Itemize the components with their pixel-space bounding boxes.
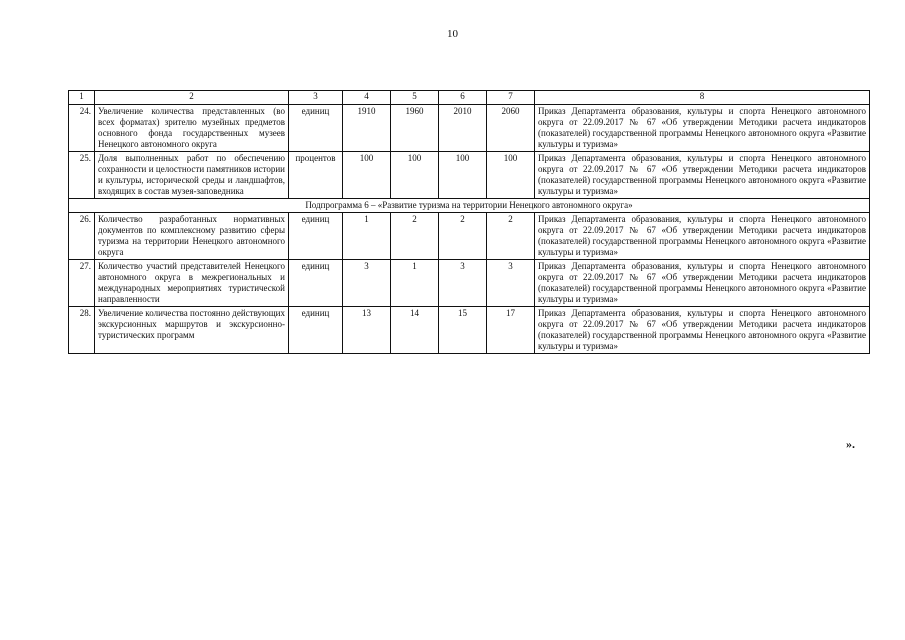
source-document: Приказ Департамента образования, культуры и спорта Ненецкого автономного округа от 22.09.2017 № 67 «Об утверждении Методики расчета индикаторов (показателей) государственной программы Ненецкого автономного округа «Развитие культуры и туризма» [535,260,870,307]
row-number: 27. [69,260,95,307]
indicator-name: Увеличение количества представленных (во всех форматах) зрителю музейных предметов основного фонда государственных музеев Ненецкого автономного округа [95,105,289,152]
header-cell: 8 [535,91,870,105]
value-col7: 2060 [487,105,535,152]
header-cell: 3 [289,91,343,105]
value-col4: 1 [343,213,391,260]
value-col7: 17 [487,307,535,354]
value-col6: 2 [439,213,487,260]
header-cell: 4 [343,91,391,105]
value-col6: 3 [439,260,487,307]
value-col5: 1960 [391,105,439,152]
value-col4: 100 [343,152,391,199]
table-row [69,105,870,152]
indicator-name: Количество разработанных нормативных документов по комплексному развитию сферы туризма на территории Ненецкого автономного округа [95,213,289,260]
table-row [69,260,870,307]
value-col5: 2 [391,213,439,260]
source-document: Приказ Департамента образования, культуры и спорта Ненецкого автономного округа от 22.09.2017 № 67 «Об утверждении Методики расчета индикаторов (показателей) государственной программы Ненецкого автономного округа «Развитие культуры и туризма» [535,152,870,199]
value-col5: 1 [391,260,439,307]
value-col7: 100 [487,152,535,199]
unit-cell: процентов [289,152,343,199]
source-document: Приказ Департамента образования, культуры и спорта Ненецкого автономного округа от 22.09.2017 № 67 «Об утверждении Методики расчета индикаторов (показателей) государственной программы Ненецкого автономного округа «Развитие культуры и туризма» [535,307,870,354]
indicators-table [68,90,870,354]
value-col5: 100 [391,152,439,199]
value-col4: 13 [343,307,391,354]
indicator-name: Количество участий представителей Ненецкого автономного округа в межрегиональных и международных мероприятиях туристической направленности [95,260,289,307]
page-number: 10 [447,28,458,40]
value-col4: 1910 [343,105,391,152]
table-row [69,152,870,199]
header-cell: 6 [439,91,487,105]
closing-quote-mark: ». [846,437,855,451]
table-row [69,213,870,260]
value-col6: 2010 [439,105,487,152]
value-col6: 100 [439,152,487,199]
subprogram-row [69,199,870,213]
value-col7: 3 [487,260,535,307]
table-row [69,307,870,354]
indicator-name: Доля выполненных работ по обеспечению сохранности и целостности памятников истории и культуры, исторической среды и ландшафтов, входящих в состав музея-заповедника [95,152,289,199]
indicator-name: Увеличение количества постоянно действующих экскурсионных маршрутов и экскурсионно-туристических программ [95,307,289,354]
row-number: 28. [69,307,95,354]
value-col6: 15 [439,307,487,354]
header-cell: 5 [391,91,439,105]
header-row [69,91,870,105]
unit-cell: единиц [289,213,343,260]
unit-cell: единиц [289,260,343,307]
source-document: Приказ Департамента образования, культуры и спорта Ненецкого автономного округа от 22.09.2017 № 67 «Об утверждении Методики расчета индикаторов (показателей) государственной программы Ненецкого автономного округа «Развитие культуры и туризма» [535,213,870,260]
value-col4: 3 [343,260,391,307]
header-cell: 7 [487,91,535,105]
value-col5: 14 [391,307,439,354]
row-number: 26. [69,213,95,260]
row-number: 25. [69,152,95,199]
subprogram-title: Подпрограмма 6 – «Развитие туризма на территории Ненецкого автономного округа» [69,199,870,213]
row-number: 24. [69,105,95,152]
header-cell: 2 [95,91,289,105]
unit-cell: единиц [289,105,343,152]
header-cell: 1 [69,91,95,105]
unit-cell: единиц [289,307,343,354]
source-document: Приказ Департамента образования, культуры и спорта Ненецкого автономного округа от 22.09.2017 № 67 «Об утверждении Методики расчета индикаторов (показателей) государственной программы Ненецкого автономного округа «Развитие культуры и туризма» [535,105,870,152]
value-col7: 2 [487,213,535,260]
